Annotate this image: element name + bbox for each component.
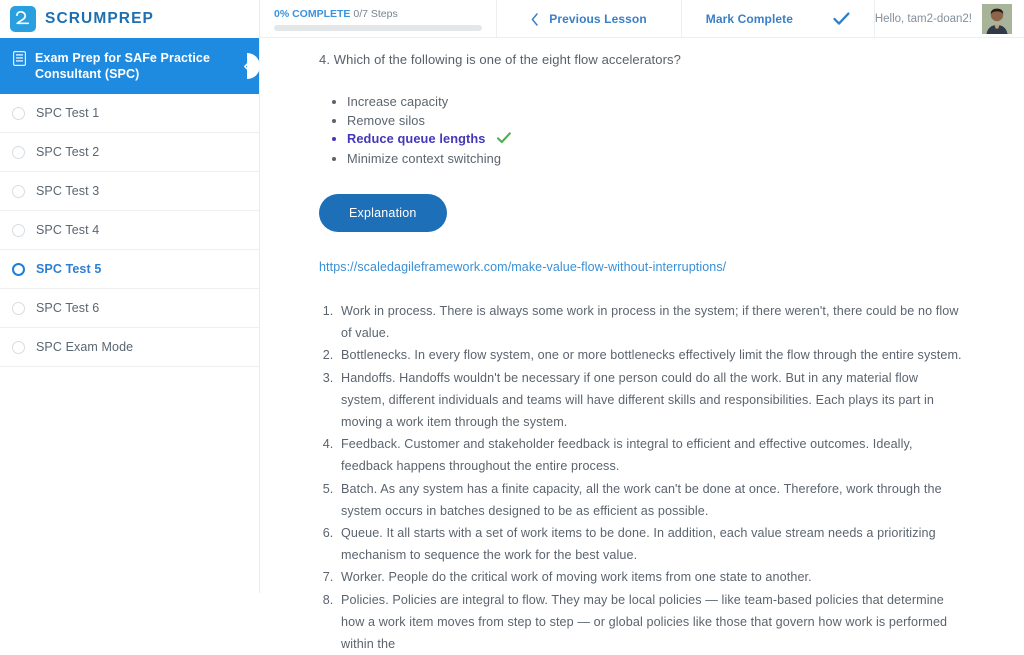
lesson-label: SPC Test 2 — [36, 145, 100, 159]
previous-lesson-label: Previous Lesson — [549, 12, 647, 26]
progress-steps-label: 0/7 Steps — [353, 7, 398, 20]
lesson-label: SPC Test 6 — [36, 301, 100, 315]
scrumprep-logo-icon — [10, 6, 36, 32]
list-item: 7. Worker. People do the critical work of moving work items from one state to another. — [337, 566, 962, 588]
answer-label: Minimize context switching — [347, 150, 502, 166]
list-item: 1. Work in process. There is always some work in process in the system; if there weren't, there could be no flow of value. — [337, 300, 962, 344]
sidebar — [0, 0, 260, 593]
brand-logo[interactable] — [0, 0, 259, 38]
lesson-content — [261, 38, 1024, 652]
lesson-status-radio-icon — [12, 107, 25, 120]
answer-list — [319, 93, 962, 168]
sidebar-item-spc-test-1[interactable] — [0, 94, 259, 133]
answer-option[interactable] — [347, 112, 962, 131]
course-progress — [260, 0, 497, 38]
mark-complete-label: Mark Complete — [705, 12, 794, 26]
sidebar-item-spc-exam-mode[interactable] — [0, 328, 259, 367]
lesson-status-radio-icon — [12, 341, 25, 354]
user-greeting: Hello, tam2-doan2! — [874, 13, 972, 25]
correct-answer-check-icon — [497, 131, 511, 150]
document-list-icon — [13, 51, 26, 71]
list-item: 3. Handoffs. Handoffs wouldn't be necessary if one person could do all the work. But in any material flow system, different individuals and teams will have different skills and responsibilities. Each plays its part in moving a work item through the system. — [337, 367, 962, 434]
flow-accelerators-list — [319, 300, 962, 655]
sidebar-item-spc-test-5[interactable] — [0, 250, 259, 289]
lesson-label: SPC Test 5 — [36, 262, 102, 276]
progress-percent-label: 0% COMPLETE — [274, 7, 351, 20]
progress-bar — [274, 25, 482, 31]
list-item: 8. Policies. Policies are integral to flow. They may be local policies — like team-based policies that determine how a work item moves from step to step — or global policies like those that govern how work is performed within the — [337, 589, 962, 655]
answer-option-correct[interactable] — [347, 130, 962, 150]
answer-option[interactable] — [347, 150, 962, 169]
previous-lesson-button[interactable] — [497, 0, 682, 38]
sidebar-item-spc-test-4[interactable] — [0, 211, 259, 250]
lesson-label: SPC Test 3 — [36, 184, 100, 198]
lesson-status-radio-icon — [12, 302, 25, 315]
lesson-status-radio-icon — [12, 146, 25, 159]
lesson-label: SPC Test 1 — [36, 106, 100, 120]
progress-text — [274, 8, 398, 20]
course-title: Exam Prep for SAFe Practice Consultant (SPC) — [35, 51, 210, 81]
lesson-status-radio-icon — [12, 185, 25, 198]
lesson-list — [0, 94, 259, 367]
sidebar-item-spc-test-6[interactable] — [0, 289, 259, 328]
list-item: 2. Bottlenecks. In every flow system, one or more bottlenecks effectively limit the flow through the entire system. — [337, 344, 962, 366]
answer-label: Increase capacity — [347, 94, 449, 109]
lesson-label: SPC Exam Mode — [36, 340, 134, 354]
course-header[interactable] — [0, 38, 259, 94]
answer-label: Remove silos — [347, 112, 426, 128]
chevron-left-icon — [243, 60, 252, 73]
check-icon — [833, 12, 850, 26]
lesson-status-radio-icon — [12, 224, 25, 237]
top-bar — [260, 0, 1024, 38]
list-item: 5. Batch. As any system has a finite capacity, all the work can't be done at once. Therefore, work through the system occurs in batches designed to be as efficient as possible. — [337, 478, 962, 522]
user-menu[interactable] — [875, 0, 1024, 38]
chevron-left-icon — [531, 13, 539, 26]
avatar[interactable] — [982, 4, 1012, 34]
list-item: 6. Queue. It all starts with a set of work items to be done. In addition, each value stream needs a prioritizing mechanism to sequence the work for the best value. — [337, 522, 962, 566]
list-item: 4. Feedback. Customer and stakeholder feedback is integral to efficient and effective outcomes. Ideally, feedback happens throughout the entire process. — [337, 433, 962, 477]
sidebar-item-spc-test-2[interactable] — [0, 133, 259, 172]
brand-name: SCRUMPREP — [45, 10, 154, 27]
answer-option[interactable] — [347, 93, 962, 112]
sidebar-item-spc-test-3[interactable] — [0, 172, 259, 211]
reference-link[interactable]: https://scaledagileframework.com/make-value-flow-without-interruptions/ — [319, 260, 727, 274]
lesson-status-radio-icon — [12, 263, 25, 276]
question-text: 4. Which of the following is one of the eight flow accelerators? — [319, 52, 681, 67]
explanation-button[interactable]: Explanation — [319, 194, 447, 232]
sidebar-collapse-button[interactable] — [234, 53, 260, 79]
mark-complete-button[interactable] — [682, 0, 875, 38]
lesson-label: SPC Test 4 — [36, 223, 100, 237]
answer-label: Reduce queue lengths — [347, 131, 486, 146]
